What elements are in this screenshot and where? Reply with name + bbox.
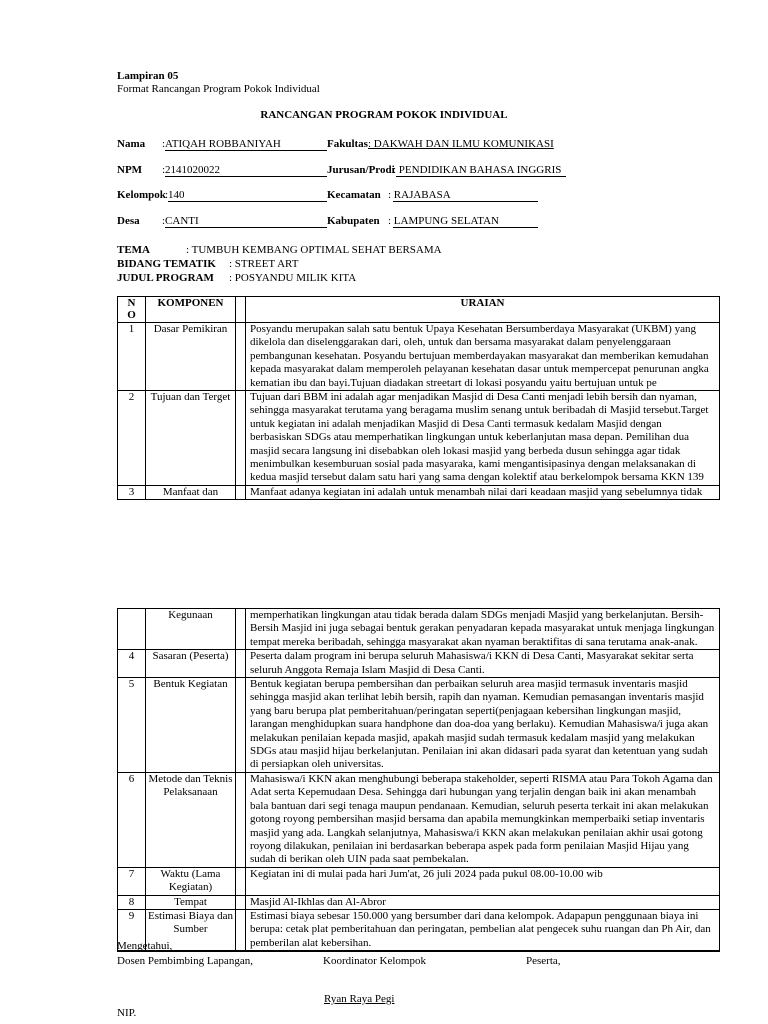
jurusan-label: Jurusan/Prodi: [327, 164, 395, 176]
row-gap: [236, 609, 246, 650]
row-gap: [236, 895, 246, 909]
row-uraian-text: Posyandu merupakan salah satu bentuk Upaya Kesehatan Bersumberdaya Masyarakat (UKBM) yang dikelola dan diselenggarakan dari, oleh, untuk dan bersama masyarakat dalam penyelenggaraan pembangunan kesehatan. Posyandu bertujuan memberdayakan masyarakat dan memberikan kemudahan kepada masyarakat dalam memperoleh pelayanan kesehatan dasar untuk mempercepat penurunan angka kematian ibu dan bayi.Tujuan diadakan streetart di lokasi posyandu yaitu bertujuan untuk pe: [250, 323, 709, 389]
npm-label: NPM: [117, 164, 143, 176]
row-komponen: Tempat: [146, 895, 236, 909]
program-table-part1: [117, 296, 720, 500]
row-no: 8: [118, 895, 146, 909]
row-gap: [236, 772, 246, 867]
desa-underline: [165, 227, 327, 228]
row-uraian: [246, 323, 720, 391]
row-no: [118, 609, 146, 650]
npm-underline: [165, 176, 327, 177]
row-uraian: Kegiatan ini di mulai pada hari Jum'at, 26 juli 2024 pada pukul 08.00-10.00 wib: [246, 867, 720, 895]
fakultas-label: Fakultas: [327, 138, 368, 150]
row-komponen: Bentuk Kegiatan: [146, 678, 236, 773]
row-komponen: Sasaran (Peserta): [146, 650, 236, 678]
row-no: 2: [118, 391, 146, 486]
row-no: 9: [118, 909, 146, 950]
koordinator-name: Ryan Raya Pegi: [324, 993, 395, 1005]
kelompok-value: :140: [165, 189, 185, 201]
program-table-part2: [117, 608, 720, 952]
row-uraian-text: Tujuan dari BBM ini adalah agar menjadikan Masjid di Desa Canti menjadi lebih bersih dan nyaman, sehingga masyarakat terutama yang beragama muslim senang untuk beribadah di Masjid tersebut.Target untuk kegiatan ini adalah menjadikan Masjid di Desa Canti termasuk kedalam Masjid dengan berbasiskan SDGs atau memperhatikan lingkungan untuk keberlanjutan masa depan. Pemilihan dua masjid secara langsung ini disebabkan oleh lokasi masjid yang berbeda dusun sehingga agar tidak menimbulkan kesemburuan sosial pada masyaraka, kami mengantisipasinya dengan melaksanakan di kedua masjid tersebut dalam satu hari yang sama dengan kolektif atau berkelompok bersama KKN 139: [250, 391, 709, 484]
table-row: [118, 867, 720, 895]
format-subtitle: Format Rancangan Program Pokok Individual: [117, 83, 320, 95]
table-row: [118, 485, 720, 499]
page-title: RANCANGAN PROGRAM POKOK INDIVIDUAL: [260, 109, 508, 121]
judul-value: : POSYANDU MILIK KITA: [229, 272, 357, 284]
row-uraian: memperhatikan lingkungan atau tidak berada dalam SDGs menjadi Masjid yang berkelanjutan. Bersih-Bersih Masjid ini juga sebagai bentuk gerakan penyadaran kepada masyarakat untuk menjaga lingkungan tempat mereka beribadah, sehingga masyarakat akan nyaman beraktifitas di sana terutama anak-anak.: [246, 609, 720, 650]
koordinator-label: Koordinator Kelompok: [323, 955, 426, 967]
row-gap: [236, 391, 246, 486]
jurusan-value: : PENDIDIKAN BAHASA INGGRIS: [393, 164, 562, 176]
row-uraian: [246, 391, 720, 486]
npm-value: :2141020022: [162, 164, 221, 176]
row-komponen: Dasar Pemikiran: [146, 323, 236, 391]
table-row: [118, 650, 720, 678]
kecamatan-label: Kecamatan: [327, 189, 381, 201]
fakultas-value: : DAKWAH DAN ILMU KOMUNIKASI: [368, 138, 554, 150]
table-row: [118, 678, 720, 773]
peserta-label: Peserta,: [526, 955, 561, 967]
kabupaten-underline: [393, 227, 538, 228]
row-uraian: Bentuk kegiatan berupa pembersihan dan perbaikan seluruh area masjid termasuk inventaris masjid sehingga masjid akan terlihat lebih bersih, rapih dan nyaman. Kemudian pemasangan inventaris masjid yang baru berupa plat pemberitahuan/peringatan seperti(penjagaan kebersihan lingkungan masjid, larangan menghidupkan suara handphone dan doa-doa yang berlaku). Kemudian Mahasiswa/i juga akan melakukan penilaian kepada masjid, apakah masjid sudah termasuk kedalam masjid yang melakukan SDGs atau masjid hijau berkelanjutan. Penilaian ini akan didasari pada syarat dan ketentuan yang sudah di persiapkan oleh universitas.: [246, 678, 720, 773]
tema-label: TEMA: [117, 244, 150, 256]
nama-value: :ATIQAH ROBBANIYAH: [162, 138, 281, 150]
row-gap: [236, 678, 246, 773]
row-no: 7: [118, 867, 146, 895]
desa-label: Desa: [117, 215, 140, 227]
row-no: 4: [118, 650, 146, 678]
header-gap: [236, 297, 246, 323]
jurusan-underline: [396, 176, 566, 177]
table-header-row: [118, 297, 720, 323]
row-uraian: Manfaat adanya kegiatan ini adalah untuk menambah nilai dari keadaan masjid yang sebelumnya tidak: [246, 485, 720, 499]
row-no: 5: [118, 678, 146, 773]
table-row: [118, 391, 720, 486]
row-gap: [236, 909, 246, 950]
nip-label: NIP.: [117, 1007, 137, 1019]
row-komponen: Manfaat dan: [146, 485, 236, 499]
desa-value: :CANTI: [162, 215, 199, 227]
nama-underline: [165, 150, 327, 151]
row-komponen: Tujuan dan Terget: [146, 391, 236, 486]
kelompok-underline: [168, 201, 327, 202]
row-gap: [236, 485, 246, 499]
table-row: [118, 323, 720, 391]
row-komponen: Estimasi Biaya dan Sumber: [146, 909, 236, 950]
row-gap: [236, 867, 246, 895]
row-no: 1: [118, 323, 146, 391]
judul-label: JUDUL PROGRAM: [117, 272, 214, 284]
row-no: 3: [118, 485, 146, 499]
kecamatan-underline: [393, 201, 538, 202]
tema-value: : TUMBUH KEMBANG OPTIMAL SEHAT BERSAMA: [186, 244, 442, 256]
row-uraian: Peserta dalam program ini berupa seluruh Mahasiswa/i KKN di Desa Canti, Masyarakat sekitar serta seluruh Anggota Remaja Islam Masjid di Desa Canti.: [246, 650, 720, 678]
table-row: [118, 772, 720, 867]
table-row: [118, 951, 720, 952]
row-uraian: Estimasi biaya sebesar 150.000 yang bersumber dari dana kelompok. Adapapun penggunaan biaya ini berupa: cetak plat pemberitahuan dan peringatan, pembelian alat pengecek suhu ruangan dan Ph Air, dan pemberilan alat kebersihan.: [246, 909, 720, 950]
row-komponen: Kegunaan: [146, 609, 236, 650]
nama-label: Nama: [117, 138, 146, 150]
row-no: 6: [118, 772, 146, 867]
lampiran-label: Lampiran 05: [117, 70, 179, 82]
bidang-label: BIDANG TEMATIK: [117, 258, 216, 270]
row-komponen: Waktu (Lama Kegiatan): [146, 867, 236, 895]
row-uraian: [246, 951, 720, 952]
kelompok-label: Kelompok: [117, 189, 166, 201]
table-row: [118, 909, 720, 950]
bidang-value: : STREET ART: [229, 258, 299, 270]
dosen-pembimbing-label: Dosen Pembimbing Lapangan,: [117, 955, 253, 967]
table-row: [118, 895, 720, 909]
row-gap: [236, 951, 246, 952]
row-uraian: Mahasiswa/i KKN akan menghubungi beberapa stakeholder, seperti RISMA atau Para Tokoh Agama dan Adat serta Kepemudaan Desa. Sehingga dari hubungan yang terjalin dengan baik ini akan menambah bala bantuan dari segi tenaga maupun pendanaan. Kemudian, seluruh peserta terkait ini akan melakukan gotong royong pembersihan masjid bersama dan apabila memungkinkan memperbaiki setiap inventaris masjid yang ada. Langkah selanjutnya, Mahasiswa/i KKN akan melakukan penilaian akhir usai gotong royong dilakukan, penilaian ini berdasarkan beberapa aspek pada form penilaian Masjid Hijau yang sudah di berikan oleh UIN pada saat pembekalan.: [246, 772, 720, 867]
kecamatan-value: : RAJABASA: [388, 189, 451, 201]
kabupaten-label: Kabupaten: [327, 215, 380, 227]
row-komponen: Metode dan Teknis Pelaksanaan: [146, 772, 236, 867]
mengetahui-label: Mengetahui,: [117, 940, 173, 952]
row-gap: [236, 650, 246, 678]
row-gap: [236, 323, 246, 391]
header-uraian: URAIAN: [246, 297, 720, 323]
kabupaten-value: : LAMPUNG SELATAN: [388, 215, 499, 227]
table-row: [118, 609, 720, 650]
header-komponen: KOMPONEN: [146, 297, 236, 323]
row-uraian: Masjid Al-Ikhlas dan Al-Abror: [246, 895, 720, 909]
header-no: N O: [118, 297, 146, 323]
